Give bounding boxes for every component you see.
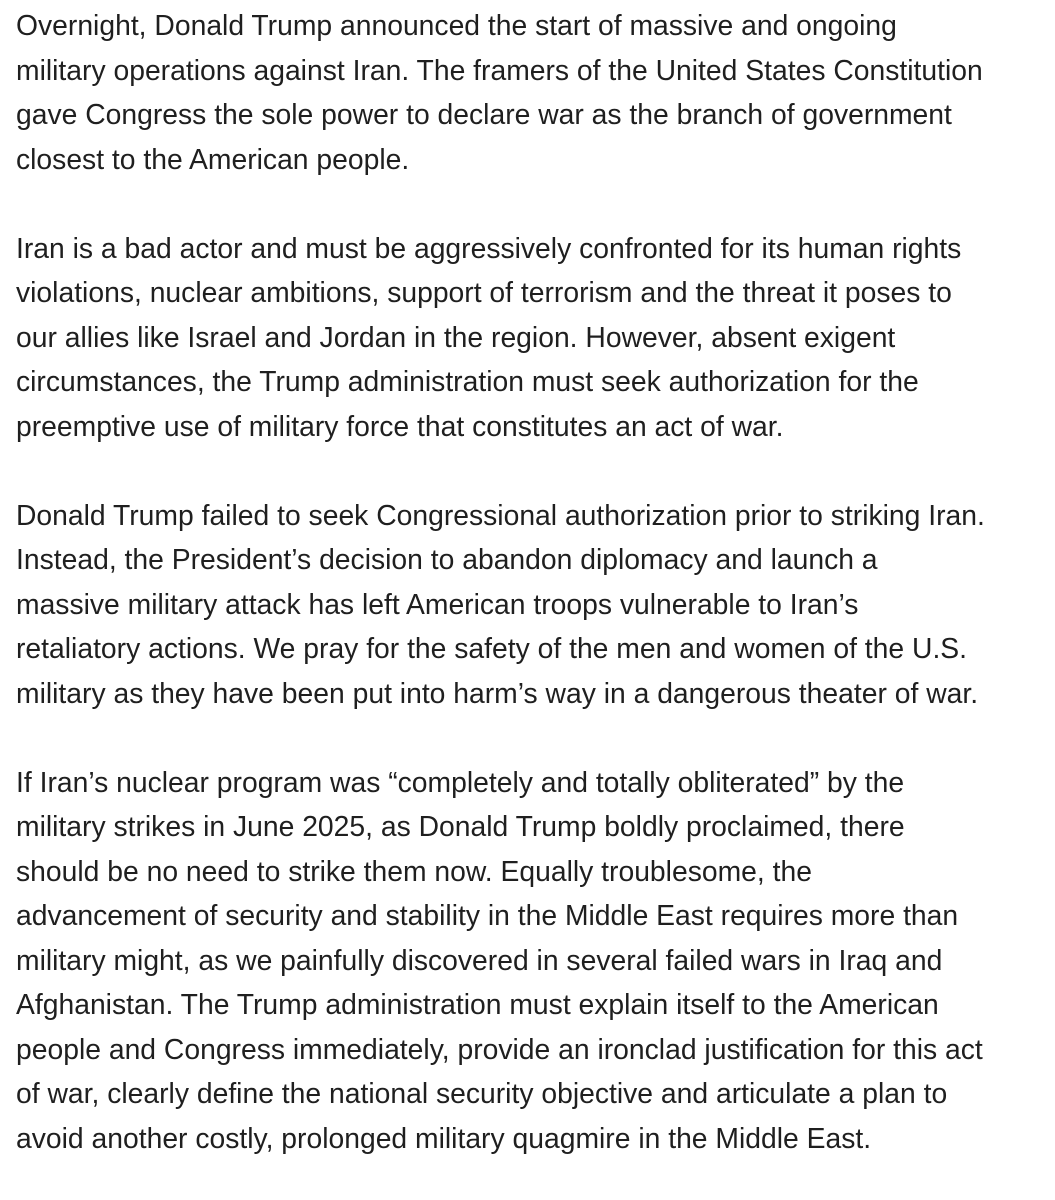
text-line: military strikes in June 2025, as Donald Trump boldly proclaimed, there (16, 810, 905, 842)
text-line: Instead, the President’s decision to abandon diplomacy and launch a (16, 543, 878, 575)
text-line: military as they have been put into harm’s way in a dangerous theater of war. (16, 676, 979, 709)
text-line: of war, clearly define the national security objective and articulate a plan to (16, 1077, 948, 1109)
text-line: our allies like Israel and Jordan in the region. However, absent exigent (16, 320, 896, 353)
paragraph-1 (16, 3, 1039, 181)
text-line: closest to the American people. (16, 142, 410, 175)
text-line: Afghanistan. The Trump administration must explain itself to the American (16, 988, 939, 1020)
text-line: circumstances, the Trump administration must seek authorization for the (16, 365, 919, 397)
text-line: advancement of security and stability in the Middle East requires more than (16, 899, 959, 931)
text-line: retaliatory actions. We pray for the safety of the men and women of the U.S. (16, 632, 968, 664)
text-line: If Iran’s nuclear program was “completely and totally obliterated” by the (16, 765, 905, 798)
text-line: avoid another costly, prolonged military quagmire in the Middle East. (16, 1121, 872, 1154)
text-line: people and Congress immediately, provide an ironclad justification for this act (16, 1032, 983, 1065)
text-line: massive military attack has left American troops vulnerable to Iran’s (16, 587, 859, 620)
text-line: should be no need to strike them now. Equally troublesome, the (16, 854, 812, 887)
paragraph-3 (16, 493, 1039, 716)
text-line: gave Congress the sole power to declare war as the branch of government (16, 98, 952, 130)
paragraph-4 (16, 760, 1039, 1161)
text-line: violations, nuclear ambitions, support of terrorism and the threat it poses to (16, 276, 952, 308)
text-line: Iran is a bad actor and must be aggressively confronted for its human rights (16, 231, 962, 264)
text-line: military might, as we painfully discovered in several failed wars in Iraq and (16, 943, 943, 976)
text-line: preemptive use of military force that constitutes an act of war. (16, 409, 784, 442)
paragraph-2 (16, 226, 1039, 449)
text-line: military operations against Iran. The framers of the United States Constitution (16, 53, 983, 86)
text-line: Overnight, Donald Trump announced the start of massive and ongoing (16, 9, 897, 41)
text-line: Donald Trump failed to seek Congressional authorization prior to striking Iran. (16, 498, 985, 531)
